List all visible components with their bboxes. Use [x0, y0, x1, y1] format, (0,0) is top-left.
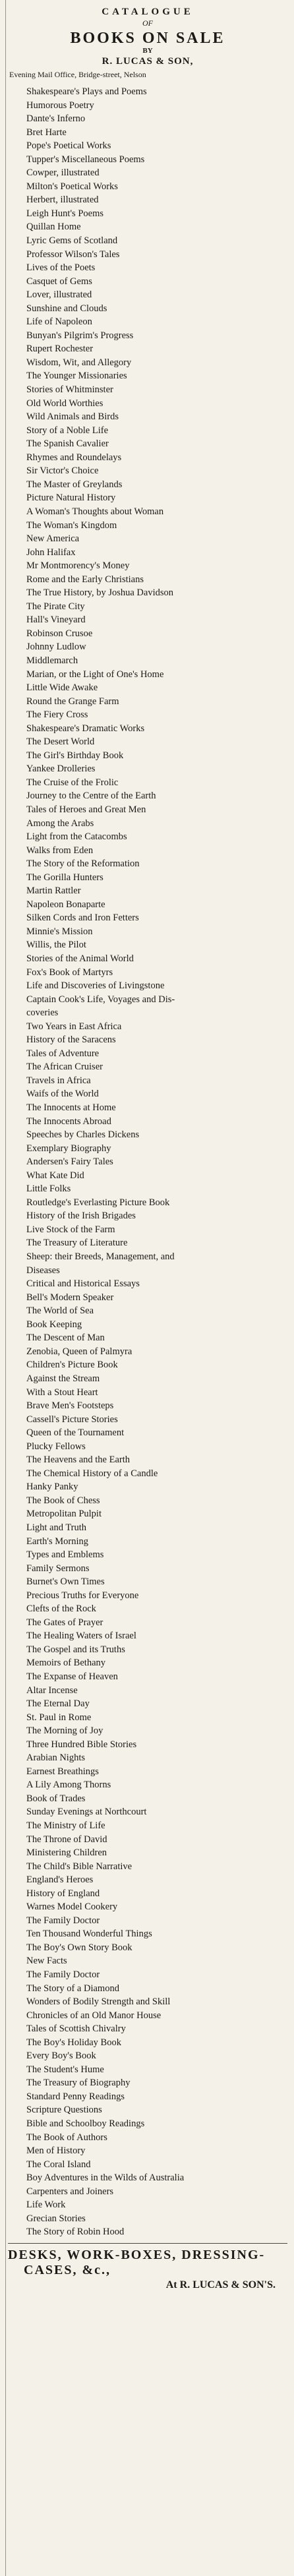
book-title: Against the Stream [26, 1373, 100, 1384]
book-title: Middlemarch [26, 655, 78, 666]
book-title: Grecian Stories [26, 2213, 86, 2224]
column-rule [5, 0, 6, 2576]
book-title: Bible and Schoolboy Readings [26, 2118, 145, 2130]
book-title: The Chemical History of a Candle [26, 1468, 158, 1479]
book-title: Zenobia, Queen of Palmyra [26, 1346, 132, 1357]
publisher-address: Evening Mail Office, Bridge-street, Nelson [9, 70, 146, 79]
book-title: History of the Saracens [26, 1034, 116, 1046]
book-title: With a Stout Heart [26, 1387, 98, 1398]
book-title: The Pirate City [26, 601, 85, 612]
book-title: Clefts of the Rock [26, 1603, 96, 1615]
book-title: Cassell's Picture Stories [26, 1414, 118, 1425]
book-title: The Spanish Cavalier [26, 438, 109, 450]
book-title: Wonders of Bodily Strength and Skill [26, 1996, 171, 2008]
book-title: Johnny Ludlow [26, 642, 86, 653]
book-title: Children's Picture Book [26, 1360, 118, 1371]
book-title: Walks from Eden [26, 845, 94, 856]
book-title: Three Hundred Bible Stories [26, 1739, 137, 1750]
book-title: The Innocents Abroad [26, 1116, 111, 1127]
book-title: Brave Men's Footsteps [26, 1400, 114, 1412]
book-title: Metropolitan Pulpit [26, 1509, 102, 1520]
book-title: Standard Penny Readings [26, 2091, 125, 2102]
book-title: Tales of Heroes and Great Men [26, 804, 146, 815]
book-title: The Student's Hume [26, 2064, 104, 2075]
book-title: The Gorilla Hunters [26, 872, 103, 883]
book-title: The World of Sea [26, 1305, 94, 1317]
book-title: Wild Animals and Birds [26, 411, 119, 423]
book-title: Two Years in East Africa [26, 1021, 122, 1032]
book-title: Arabian Nights [26, 1752, 85, 1764]
book-title: Bret Harte [26, 127, 67, 138]
book-title: The Treasury of Literature [26, 1238, 128, 1249]
book-title: The Treasury of Biography [26, 2078, 131, 2089]
book-title: The Boy's Holiday Book [26, 2037, 121, 2048]
book-title: Earnest Breathings [26, 1766, 99, 1777]
book-title: The Gospel and its Truths [26, 1644, 125, 1655]
book-title: Andersen's Fairy Tales [26, 1156, 113, 1168]
book-title: Tales of Adventure [26, 1048, 100, 1059]
book-title: The Coral Island [26, 2159, 91, 2170]
book-list [8, 85, 287, 2239]
book-title: Life and Discoveries of Livingstone [26, 980, 165, 992]
book-title: Napoleon Bonaparte [26, 899, 105, 910]
book-title: Warnes Model Cookery [26, 1902, 118, 1913]
book-title: New Facts [26, 1956, 67, 1967]
book-title: Stories of Whitminster [26, 384, 113, 396]
book-title: Captain Cook's Life, Voyages and Dis- [26, 994, 175, 1005]
book-title: The Book of Chess [26, 1495, 100, 1506]
book-title: Tales of Scottish Chivalry [26, 2023, 126, 2035]
book-title: St. Paul in Rome [26, 1712, 92, 1723]
advertisement-footer [8, 2243, 287, 2291]
book-title: Round the Grange Farm [26, 696, 119, 707]
book-title: Boy Adventures in the Wilds of Australia [26, 2172, 185, 2184]
book-title: Diseases [26, 1265, 60, 1276]
book-title: What Kate Did [26, 1170, 84, 1181]
book-title: The Family Doctor [26, 1915, 100, 1926]
book-title: Milton's Poetical Works [26, 181, 118, 192]
book-title: Picture Natural History [26, 493, 116, 504]
book-title: Leigh Hunt's Poems [26, 208, 103, 219]
book-title: History of the Irish Brigades [26, 1211, 136, 1222]
book-title: The Expanse of Heaven [26, 1671, 118, 1682]
book-title: Martin Rattler [26, 885, 81, 897]
advertisement-header [8, 7, 287, 80]
book-title: Lyric Gems of Scotland [26, 235, 118, 247]
book-title: Sunshine and Clouds [26, 303, 107, 314]
book-title: Bell's Modern Speaker [26, 1292, 114, 1303]
book-title: Shakespeare's Plays and Poems [26, 86, 147, 97]
book-title: Journey to the Centre of the Earth [26, 791, 156, 802]
book-title: Hanky Panky [26, 1482, 78, 1493]
catalogue-heading: CATALOGUE [102, 7, 194, 17]
book-title: Minnie's Mission [26, 926, 93, 937]
book-title: Live Stock of the Farm [26, 1224, 115, 1235]
book-title: The Younger Missionaries [26, 371, 127, 382]
footer-line-1: DESKS, WORK-BOXES, DRESSING- [8, 2247, 266, 2262]
book-title: Carpenters and Joiners [26, 2186, 114, 2197]
book-title: The Throne of David [26, 1834, 107, 1845]
book-title: The Gates of Prayer [26, 1617, 103, 1628]
book-title: Professor Wilson's Tales [26, 249, 120, 260]
book-title: The Woman's Kingdom [26, 520, 117, 531]
book-title: The African Cruiser [26, 1062, 103, 1073]
book-title: Chronicles of an Old Manor House [26, 2010, 162, 2021]
book-title: The Girl's Birthday Book [26, 750, 124, 761]
book-title: Book of Trades [26, 1793, 86, 1804]
book-title: Rome and the Early Christians [26, 574, 144, 585]
books-on-sale-title: BOOKS ON SALE [70, 30, 225, 47]
book-title: Plucky Fellows [26, 1441, 86, 1452]
book-title: The Descent of Man [26, 1333, 105, 1344]
book-title: History of England [26, 1888, 100, 1899]
book-title: Critical and Historical Essays [26, 1278, 140, 1290]
book-title: Marian, or the Light of One's Home [26, 669, 164, 680]
book-title: Speeches by Charles Dickens [26, 1129, 140, 1141]
book-title: Routledge's Everlasting Picture Book [26, 1197, 170, 1208]
book-title: Sir Victor's Choice [26, 465, 99, 477]
book-title: Travels in Africa [26, 1075, 91, 1086]
book-title: Altar Incense [26, 1685, 78, 1696]
book-title: The Healing Waters of Israel [26, 1631, 136, 1642]
book-title: The Child's Bible Narrative [26, 1861, 132, 1872]
book-title: Casquet of Gems [26, 276, 92, 287]
book-title: The Boy's Own Story Book [26, 1942, 132, 1953]
footer-line-3: At R. LUCAS & SON'S. [165, 2279, 276, 2291]
book-title: Family Sermons [26, 1563, 90, 1574]
book-title: The Story of a Diamond [26, 1983, 119, 1994]
book-title: Life Work [26, 2200, 66, 2211]
publisher-name: R. LUCAS & SON, [102, 56, 194, 67]
book-title: Every Boy's Book [26, 2051, 96, 2062]
book-title: The Ministry of Life [26, 1820, 105, 1831]
book-title: New America [26, 533, 80, 545]
book-title: The Innocents at Home [26, 1102, 116, 1114]
book-title: The Family Doctor [26, 1969, 100, 1981]
book-title: Burnet's Own Times [26, 1576, 105, 1588]
book-title: The Book of Authors [26, 2132, 107, 2143]
book-title: Lover, illustrated [26, 289, 92, 301]
by-word: BY [142, 47, 153, 55]
book-title: Precious Truths for Everyone [26, 1590, 139, 1601]
book-title: The Story of Robin Hood [26, 2227, 125, 2238]
book-title: Earth's Morning [26, 1536, 89, 1547]
book-title: Life of Napoleon [26, 316, 92, 328]
book-title: Light and Truth [26, 1522, 87, 1533]
book-title: Little Wide Awake [26, 682, 98, 694]
book-title: Light from the Catacombs [26, 831, 127, 843]
book-title: Fox's Book of Martyrs [26, 967, 113, 978]
book-title: Dante's Inferno [26, 113, 86, 125]
book-title: Humorous Poetry [26, 100, 94, 111]
book-title: Queen of the Tournament [26, 1427, 125, 1439]
book-title: The Heavens and the Earth [26, 1454, 131, 1466]
book-title: Lives of the Poets [26, 262, 96, 274]
book-title: Little Folks [26, 1183, 71, 1195]
book-title: Robinson Crusoe [26, 628, 93, 639]
book-title: Yankee Drolleries [26, 764, 96, 775]
of-word: OF [142, 18, 153, 28]
book-title: Quillan Home [26, 222, 81, 233]
book-title: Sunday Evenings at Northcourt [26, 1807, 147, 1818]
footer-line-2: CASES, &c., [24, 2262, 111, 2277]
book-title: England's Heroes [26, 1874, 94, 1886]
book-title: Rupert Rochester [26, 344, 94, 355]
book-title: Shakespeare's Dramatic Works [26, 723, 145, 734]
book-title: Bunyan's Pilgrim's Progress [26, 330, 134, 341]
book-title: A Woman's Thoughts about Woman [26, 506, 164, 517]
book-title: Scripture Questions [26, 2105, 102, 2116]
book-title: The Desert World [26, 736, 95, 748]
book-title: Ministering Children [26, 1847, 107, 1859]
book-title: A Lily Among Thorns [26, 1780, 111, 1791]
book-title: Rhymes and Roundelays [26, 452, 122, 463]
book-title: The Morning of Joy [26, 1725, 103, 1737]
book-title: The Cruise of the Frolic [26, 777, 119, 788]
book-title: Stories of the Animal World [26, 953, 134, 964]
book-title: Ten Thousand Wonderful Things [26, 1929, 152, 1940]
book-title: coveries [26, 1007, 59, 1019]
book-title: The Fiery Cross [26, 709, 88, 721]
book-title: Cowper, illustrated [26, 167, 100, 179]
book-title: Book Keeping [26, 1319, 82, 1330]
book-title: Tupper's Miscellaneous Poems [26, 154, 145, 165]
book-title: Silken Cords and Iron Fetters [26, 913, 139, 924]
book-title: Among the Arabs [26, 818, 94, 829]
book-title: Types and Emblems [26, 1549, 104, 1561]
book-title: Men of History [26, 2145, 86, 2157]
book-title: Wisdom, Wit, and Allegory [26, 357, 132, 368]
book-title: The True History, by Joshua Davidson [26, 587, 174, 599]
book-title: Waifs of the World [26, 1089, 99, 1100]
book-title: Herbert, illustrated [26, 195, 99, 206]
book-title: The Master of Greylands [26, 479, 123, 490]
book-title: Old World Worthies [26, 398, 103, 409]
book-title: Pope's Poetical Works [26, 140, 111, 152]
book-title: Mr Montmorency's Money [26, 560, 130, 572]
book-title: Exemplary Biography [26, 1143, 111, 1154]
book-title: The Eternal Day [26, 1698, 90, 1710]
book-title: Memoirs of Bethany [26, 1658, 106, 1669]
book-title: The Story of the Reformation [26, 858, 140, 870]
book-title: John Halifax [26, 547, 76, 558]
book-title: Willis, the Pilot [26, 940, 86, 951]
book-title: Hall's Vineyard [26, 614, 86, 626]
book-title: Story of a Noble Life [26, 425, 109, 436]
book-title: Sheep: their Breeds, Management, and [26, 1251, 175, 1263]
